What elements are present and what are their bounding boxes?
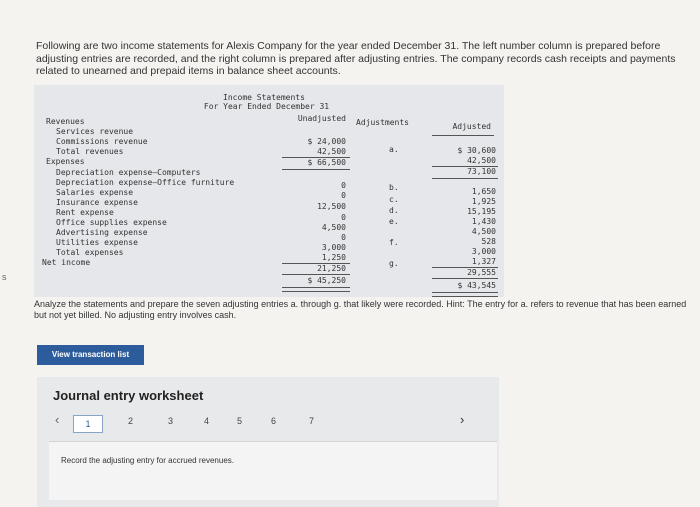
analyze-instructions: Analyze the statements and prepare the seven adjusting entries a. through g. that likely were recorded. Hint: The entry for a. refers to revenue that has been earned but not yet billed. No adjusting entry involves cash. [34, 299, 687, 320]
unadj-total-expenses: 21,250 [317, 264, 346, 273]
dep-computers-label: Depreciation expense—Computers [56, 168, 201, 177]
office-supplies-label: Office supplies expense [56, 218, 167, 227]
adjusted-total-expenses: 29,555 [467, 268, 496, 277]
insurance-label: Insurance expense [56, 198, 138, 207]
adjusted-rent: 4,500 [471, 227, 496, 236]
unadj-net-income: $ 45,250 [307, 276, 346, 285]
adj-c: c. [389, 195, 399, 204]
salaries-label: Salaries expense [56, 188, 134, 197]
page-5[interactable]: 5 [237, 416, 243, 426]
adj-f: f. [389, 238, 399, 247]
adjusted-utilities: 1,327 [471, 257, 496, 266]
adjusted-net-income: $ 43,545 [457, 281, 496, 290]
adj-e: e. [389, 217, 399, 226]
total-expenses-label: Total expenses [56, 248, 124, 257]
adjusted-services: $ 30,600 [457, 146, 496, 155]
unadj-advertising: 3,000 [321, 243, 346, 252]
page-2[interactable]: 2 [128, 416, 134, 426]
adj-g: g. [389, 259, 399, 268]
page-7[interactable]: 7 [309, 416, 315, 426]
unadj-total-revenues: $ 66,500 [307, 158, 346, 167]
instruction-box [49, 441, 497, 500]
adjusted-insurance: 1,430 [471, 217, 496, 226]
unadj-utilities: 1,250 [321, 253, 346, 262]
adj-b: b. [389, 183, 399, 192]
net-income-label: Net income [42, 258, 91, 267]
adjusted-commissions: 42,500 [467, 156, 496, 165]
services-revenue-label: Services revenue [56, 127, 134, 136]
journal-entry-worksheet [37, 377, 499, 507]
dep-furniture-label: Depreciation expense—Office furniture [56, 178, 235, 187]
revenues-label: Revenues [46, 117, 85, 126]
edge-marker: s [2, 272, 7, 282]
instruction-text: Record the adjusting entry for accrued revenues. [61, 456, 234, 465]
unadj-insurance: 0 [341, 213, 346, 222]
page-4[interactable]: 4 [204, 416, 210, 426]
worksheet-title: Journal entry worksheet [53, 388, 204, 403]
unadj-services: $ 24,000 [307, 137, 346, 146]
commissions-revenue-label: Commissions revenue [56, 137, 148, 146]
unadj-dep-computers: 0 [341, 181, 346, 190]
adjusted-total-revenues: 73,100 [467, 167, 496, 176]
utilities-label: Utilities expense [56, 238, 138, 247]
unadj-commissions: 42,500 [317, 147, 346, 156]
statement-title: Income Statements [223, 93, 305, 102]
unadj-salaries: 12,500 [317, 202, 346, 211]
unadj-rent: 4,500 [321, 223, 346, 232]
expenses-label: Expenses [46, 157, 85, 166]
adjusted-salaries: 15,195 [467, 207, 496, 216]
prev-page-icon[interactable]: ‹ [55, 412, 60, 427]
page-6[interactable]: 6 [271, 416, 277, 426]
income-statement-image [34, 85, 504, 297]
adjusted-advertising: 3,000 [471, 247, 496, 256]
adj-d: d. [389, 206, 399, 215]
view-transaction-list-button[interactable]: View transaction list [37, 345, 144, 365]
adjusted-dep-computers: 1,650 [471, 187, 496, 196]
rent-label: Rent expense [56, 208, 114, 217]
intro-text: Following are two income statements for Alexis Company for the year ended December 31. The left number column is prepared before adjusting entries are recorded, and the right column is prepared after adjusting entries. The company records cash receipts and payments related to unearned and prepaid items in balance sheet accounts. [36, 40, 676, 77]
page-1[interactable]: 1 [73, 415, 103, 433]
advertising-label: Advertising expense [56, 228, 148, 237]
col-adjusted: Adjusted [452, 122, 491, 131]
next-page-icon[interactable]: › [460, 412, 465, 427]
adj-a: a. [389, 145, 399, 154]
page-3[interactable]: 3 [168, 416, 174, 426]
col-adjustments: Adjustments [356, 118, 409, 127]
total-revenues-label: Total revenues [56, 147, 124, 156]
statement-subtitle: For Year Ended December 31 [203, 102, 330, 111]
unadj-dep-furniture: 0 [341, 191, 346, 200]
adjusted-dep-furniture: 1,925 [471, 197, 496, 206]
adjusted-supplies: 528 [481, 237, 496, 246]
col-unadjusted: Unadjusted [297, 114, 346, 123]
unadj-supplies: 0 [341, 233, 346, 242]
